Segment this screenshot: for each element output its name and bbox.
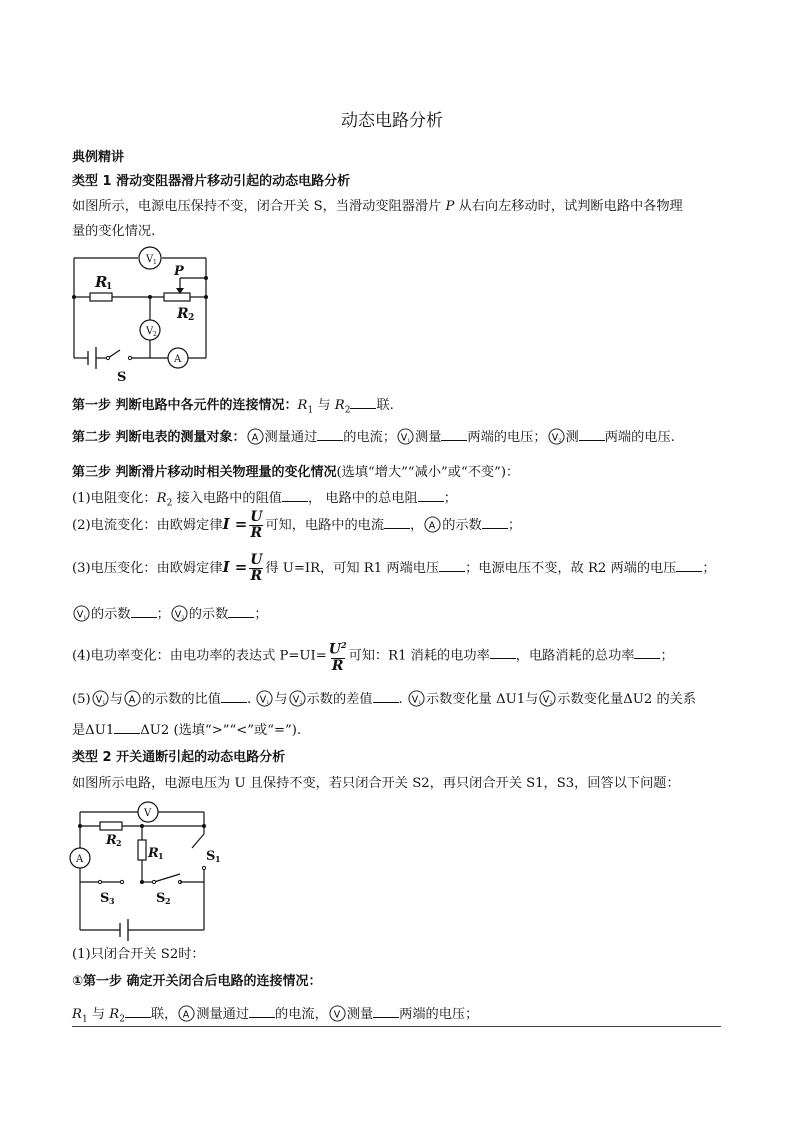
blank[interactable] — [131, 607, 157, 618]
q2-line — [72, 510, 521, 541]
s1-sub: 1 — [215, 854, 221, 864]
ammeter-icon — [424, 516, 441, 533]
blank[interactable] — [441, 430, 467, 441]
blank[interactable] — [228, 607, 254, 618]
svg-text:1: 1 — [266, 701, 270, 707]
svg-text:2: 2 — [181, 616, 185, 622]
intro-p: P — [445, 199, 455, 214]
a-letter: A — [76, 854, 84, 865]
svg-text:V: V — [174, 609, 181, 621]
circuit-diagram-1 — [68, 242, 218, 384]
p-letter: P — [174, 264, 184, 279]
blank[interactable] — [439, 561, 465, 572]
q3-line2 — [72, 603, 268, 622]
fraction-u2-r: $\frac{U^2}{R}$ — [328, 640, 347, 674]
t: 是ΔU1 — [72, 723, 115, 738]
t: ；电源电压不变，故 R2 两端的电压 — [465, 561, 677, 576]
svg-text:V: V — [95, 694, 102, 706]
type2-answer-line: $R_1$ 与 $R_2$ 联， A 测量通过 的电流， V 测量 两端的电压； — [72, 1007, 479, 1025]
blank[interactable] — [125, 1007, 151, 1018]
page-title: 动态电路分析 — [341, 111, 443, 131]
t: ，电路消耗的总功率 — [515, 648, 635, 664]
svg-text:A: A — [251, 432, 258, 444]
circuit-diagram-2 — [66, 794, 221, 944]
section-example: 典例精讲 — [72, 150, 125, 165]
blank[interactable] — [350, 398, 376, 409]
fraction-u-r: $\frac{U}{R}$ — [250, 509, 263, 541]
s3-letter: S — [100, 891, 110, 906]
t: 与 — [109, 692, 123, 707]
t: . — [247, 692, 252, 707]
v1-letter: V — [146, 254, 154, 265]
t: ， 电路中的总电阻 — [308, 491, 418, 506]
eq-i: I = — [222, 515, 248, 533]
blank[interactable] — [634, 648, 660, 659]
svg-text:1: 1 — [102, 701, 106, 707]
s1-letter: S — [206, 849, 216, 864]
svg-text:2: 2 — [549, 701, 553, 707]
blank[interactable] — [482, 518, 508, 529]
r1-sub: 1 — [106, 282, 113, 292]
svg-text:V: V — [292, 694, 299, 706]
svg-text:V: V — [260, 694, 267, 706]
t: 的示数 — [91, 607, 131, 622]
ammeter-icon — [247, 428, 264, 445]
q5-line — [72, 688, 696, 707]
s2-sub: 2 — [165, 896, 171, 906]
blank[interactable] — [676, 561, 702, 572]
t: 示数变化量 ΔU1与 — [425, 692, 539, 707]
t: 得 U=IR，可知 R1 两端电压 — [265, 561, 440, 576]
svg-text:V: V — [551, 432, 558, 444]
t: 可知：R1 消耗的电功率 — [348, 648, 490, 664]
svg-text:V: V — [333, 1009, 340, 1021]
t: 测量 — [346, 1007, 374, 1022]
blank[interactable] — [418, 491, 444, 502]
step2-label: 第二步 判断电表的测量对象： — [72, 430, 246, 445]
step3-note: (选填“增大”“减小”或“不变”)： — [336, 465, 520, 480]
voltmeter-v1-icon — [73, 605, 90, 622]
svg-text:1: 1 — [83, 616, 87, 622]
t: ； — [507, 518, 521, 533]
t: 与 — [274, 692, 288, 707]
t: ； — [702, 561, 716, 576]
t: 示数变化量ΔU2 的关系 — [557, 692, 697, 707]
t: 测量通过 — [264, 430, 318, 445]
blank[interactable] — [490, 648, 516, 659]
voltmeter-icon — [329, 1005, 346, 1022]
fraction-u-r: $\frac{U}{R}$ — [250, 552, 263, 584]
svg-text:V: V — [400, 432, 408, 444]
t: ； — [254, 607, 268, 622]
r1-letter: R — [148, 846, 159, 861]
t: 的示数 — [442, 518, 482, 533]
blank[interactable] — [282, 491, 308, 502]
voltmeter-v1-icon — [92, 690, 109, 707]
t: 的电流， — [275, 1007, 328, 1022]
v2-letter: V — [146, 326, 154, 337]
blank[interactable] — [373, 692, 399, 703]
v2-sub: 2 — [153, 331, 157, 338]
step1-end: 联. — [376, 398, 394, 413]
s3-sub: 3 — [109, 896, 115, 906]
ammeter-icon — [178, 1005, 195, 1022]
t: ； — [660, 648, 674, 664]
blank[interactable] — [249, 1007, 275, 1018]
voltmeter-v1-icon — [408, 690, 425, 707]
blank[interactable] — [317, 430, 343, 441]
step3-line — [72, 461, 519, 480]
blank[interactable] — [114, 723, 140, 734]
svg-text:V: V — [543, 694, 550, 706]
step3-label: 第三步 判断滑片移动时相关物理量的变化情况 — [72, 465, 337, 480]
eq-i: I = — [222, 558, 248, 576]
t: 联， — [150, 1007, 178, 1022]
intro-text-2: 从右向左移动时，试判断电路中各物理 — [454, 199, 683, 214]
t: (3)电压变化：由欧姆定律 — [72, 561, 223, 576]
svg-text:V: V — [411, 694, 419, 706]
v1-sub: 1 — [153, 259, 157, 266]
intro-text: 如图所示，电源电压保持不变，闭合开关 S，当滑动变阻器滑片 — [72, 199, 446, 214]
t: 两端的电压. — [604, 430, 675, 445]
t: 的示数 — [188, 607, 229, 622]
svg-text:2: 2 — [557, 439, 561, 445]
t: 可知，电路中的电流 — [265, 518, 385, 533]
type2-q1: (1)只闭合开关 S2时： — [72, 947, 205, 962]
type1-intro-line2: 量的变化情况. — [72, 224, 156, 239]
q1-line: (1)电阻变化：$R_2$ 接入电路中的阻值 ， 电路中的总电阻 ； — [72, 491, 457, 509]
q5-line2 — [72, 719, 301, 738]
blank[interactable] — [579, 430, 605, 441]
t: ； — [156, 607, 170, 622]
t: 示数的差值 — [306, 692, 373, 707]
step2-line — [72, 426, 675, 445]
voltmeter-v1-icon — [256, 690, 273, 707]
step1-line: 第一步 判断电路中各元件的连接情况：$R_1$ 与 $R_2$ 联. — [72, 398, 394, 416]
s2-letter: S — [156, 891, 166, 906]
svg-text:A: A — [183, 1009, 190, 1021]
t: ， — [410, 518, 424, 533]
voltmeter-v2-icon — [171, 605, 188, 622]
blank[interactable] — [221, 692, 247, 703]
type2-heading: 类型 2 开关通断引起的动态电路分析 — [72, 750, 286, 765]
type1-heading: 类型 1 滑动变阻器滑片移动引起的动态电路分析 — [72, 174, 351, 189]
r1-sub: 1 — [158, 851, 164, 861]
r2-letter: R — [106, 833, 117, 848]
t: 测 — [565, 430, 579, 445]
type2-intro: 如图所示电路，电源电压为 U 且保持不变，若只闭合开关 S2，再只闭合开关 S1，S3，回答以下问题： — [72, 776, 680, 791]
svg-text:A: A — [128, 694, 136, 706]
t: 的示数的比值 — [141, 692, 221, 707]
a-letter: A — [174, 354, 182, 365]
t: 两端的电压； — [399, 1007, 479, 1022]
step1-label: 第一步 判断电路中各元件的连接情况： — [72, 398, 298, 413]
blank[interactable] — [384, 518, 410, 529]
svg-text:1: 1 — [418, 701, 422, 707]
r2-sub: 2 — [188, 313, 195, 323]
blank[interactable] — [373, 1007, 399, 1018]
v-letter: V — [144, 808, 152, 819]
q3-line — [72, 553, 716, 584]
t: (4)电功率变化：由电功率的表达式 P=UI= — [72, 648, 327, 664]
voltmeter-v2-icon — [289, 690, 306, 707]
bottom-rule — [72, 1026, 721, 1027]
voltmeter-v1-icon — [397, 428, 414, 445]
t: ΔU2 (选填“>”“<”或“=”). — [140, 723, 302, 738]
t: 测量 — [415, 430, 442, 445]
q4-line — [72, 638, 674, 674]
type2-step-label: ①第一步 确定开关闭合后电路的连接情况： — [72, 974, 322, 989]
voltmeter-v2-icon — [539, 690, 556, 707]
svg-text:1: 1 — [407, 439, 411, 445]
t: (5) — [72, 692, 91, 707]
svg-text:A: A — [428, 520, 436, 532]
r2-letter: R — [177, 306, 189, 322]
s-letter: S — [117, 370, 127, 385]
t: 测量通过 — [196, 1007, 250, 1022]
t: ； — [443, 491, 457, 506]
voltmeter-v2-icon — [548, 428, 565, 445]
t: (2)电流变化：由欧姆定律 — [72, 518, 223, 533]
t: 两端的电压； — [467, 430, 547, 445]
type1-intro-line1 — [72, 195, 683, 214]
svg-text:V: V — [76, 609, 84, 621]
t: 的电流； — [343, 430, 397, 445]
t: . — [398, 692, 403, 707]
ammeter-icon — [124, 690, 141, 707]
svg-text:2: 2 — [298, 701, 302, 707]
r1-letter: R — [95, 273, 108, 291]
r2-sub: 2 — [116, 838, 122, 848]
